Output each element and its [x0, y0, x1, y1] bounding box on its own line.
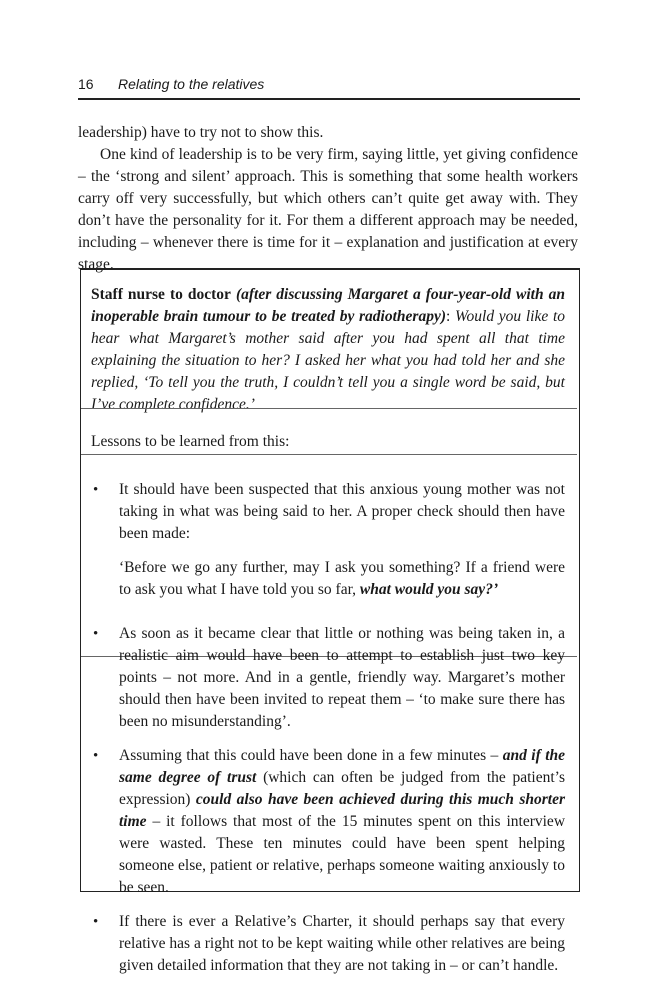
box-divider [81, 408, 577, 409]
bullet-icon: • [93, 914, 99, 930]
running-header [78, 75, 578, 93]
case-study-box [80, 268, 580, 974]
lesson-item [91, 911, 565, 977]
case-lead-context: (after discussing Margaret a four-year-old with an inoperable brain tumour to be treated by radiotherapy) [91, 286, 565, 325]
lesson-item [91, 479, 565, 545]
lesson-text-d: could also have been achieved during this much shorter time [119, 791, 565, 830]
lesson-text-a: Assuming that this could have been done in a few minutes – [119, 747, 499, 764]
lesson-text-e: – it follows that most of the 15 minutes spent on this interview were wasted. These ten minutes could have been spent helping someone else, patient or relative, perhaps someone waiting anxiously to be seen. [119, 813, 566, 896]
bullet-icon: • [93, 482, 99, 498]
body-text [78, 122, 578, 276]
lesson-item [91, 745, 565, 899]
check-question [91, 557, 565, 601]
lesson-text: If there is ever a Relative’s Charter, it should perhaps say that every relative has a right not to be kept waiting while other relatives are being given detailed information that they are not taking in – or can’t handle. [119, 913, 565, 974]
paragraph-leadership: One kind of leadership is to be very firm, saying little, yet giving confidence – the ‘strong and silent’ approach. This is something that some health workers carry off very successfully, but which others can’t quite get away with. They don’t have the personality for it. For them a different approach may be needed, including – whenever there is time for it – explanation and justification at every stage. [78, 146, 578, 273]
case-quote: Would you like to hear what Margaret’s mother said after you had spent all that time explaining the situation to her? I asked her what you had told her and she replied, ‘To tell you the truth, I couldn’t tell you a single word be said, but I’ve complete confidence.’ [91, 308, 566, 413]
lesson-text: It should have been suspected that this anxious young mother was not taking in what was being said to her. A proper check should then have been made: [119, 481, 565, 542]
check-question-plain: ‘Before we go any further, may I ask you something? If a friend were to ask you what I have told you so far, [119, 559, 565, 598]
paragraph-continuation: leadership) have to try not to show this. [78, 124, 324, 141]
lessons-label: Lessons to be learned from this: [91, 433, 290, 450]
bullet-icon: • [93, 626, 99, 642]
running-title: Relating to the relatives [118, 76, 265, 92]
case-lead-colon: : [446, 308, 451, 325]
box-divider [81, 454, 577, 455]
page-number: 16 [78, 76, 94, 92]
lesson-text-c: (which can often be judged from the patient’s expression) [119, 769, 566, 808]
case-study-content [91, 284, 565, 977]
lesson-text: As soon as it became clear that little or nothing was being taken in, a realistic aim would have been to attempt to establish just two key points – not more. And in a gentle, friendly way. Margaret’s mother should then have been invited to repeat them – ‘to make sure there has been no misunderstanding’. [119, 625, 565, 730]
header-rule [78, 98, 580, 100]
lessons-list [91, 623, 565, 977]
bullet-icon: • [93, 748, 99, 764]
lesson-text-b: and if the same degree of trust [119, 747, 566, 786]
lessons-list [91, 479, 565, 545]
case-lead [91, 284, 565, 416]
lesson-item [91, 623, 565, 733]
case-lead-speaker: Staff nurse to doctor [91, 286, 231, 303]
check-question-emphasis: what would you say?’ [359, 581, 499, 598]
